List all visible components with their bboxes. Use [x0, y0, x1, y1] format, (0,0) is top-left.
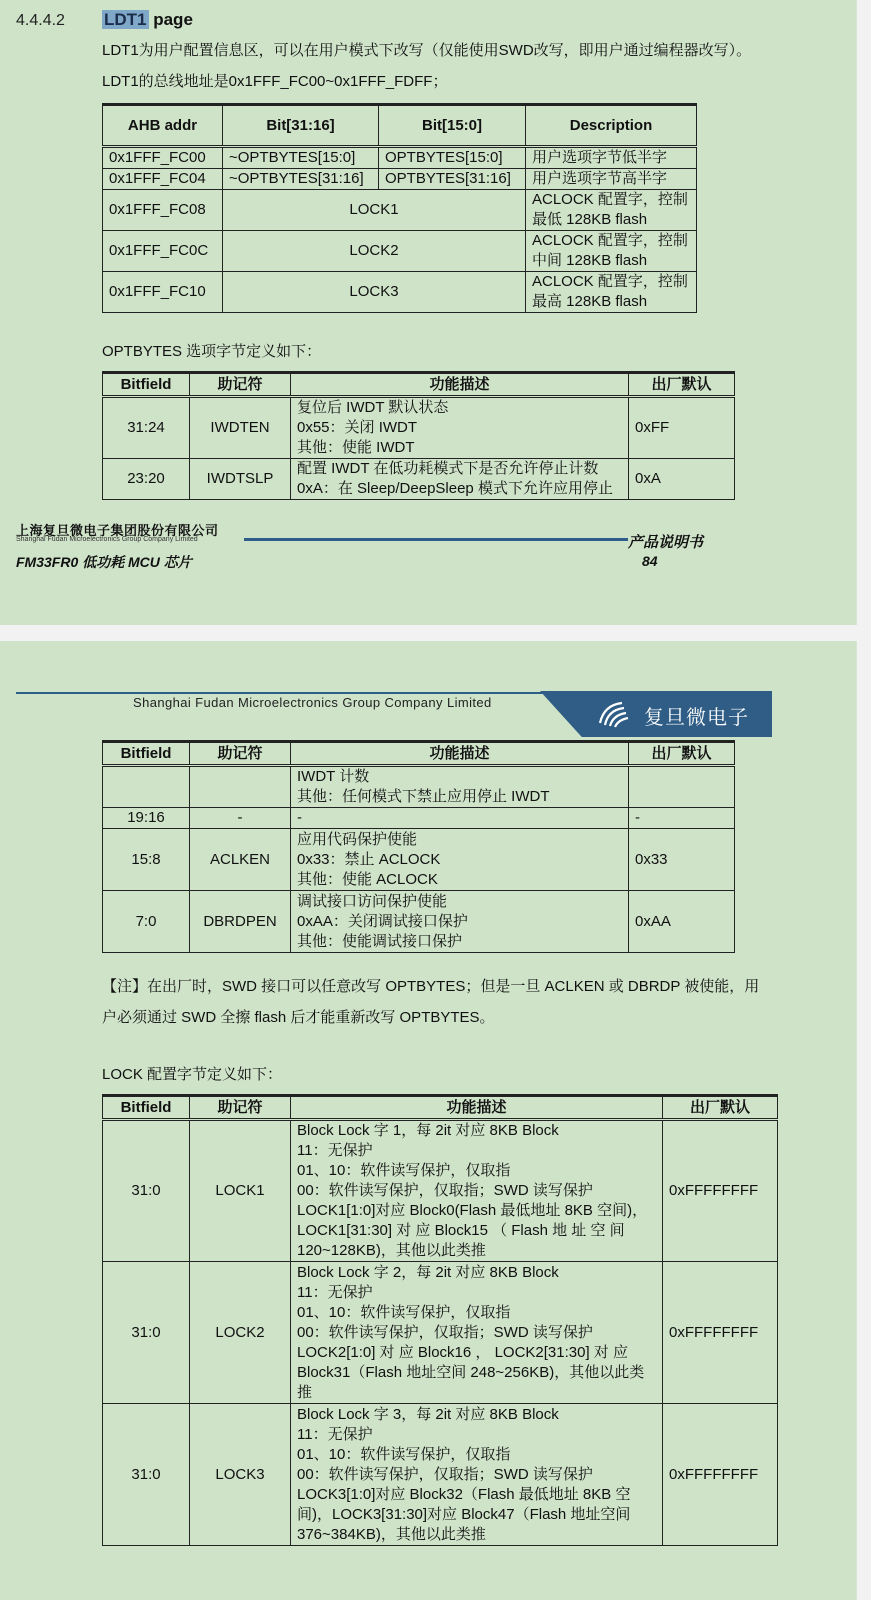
- cell-function: [291, 397, 629, 459]
- table-row: [103, 1404, 778, 1546]
- header-function: 功能描述: [291, 742, 629, 766]
- desc-line: 00：软件读写保护，仅取指；SWD 读写保护: [297, 1182, 593, 1199]
- cell-default: 0xFFFFFFFF: [663, 1262, 778, 1404]
- cell-addr: 0x1FFF_FC0C: [103, 231, 223, 272]
- desc-line: 11：无保护: [297, 1425, 373, 1443]
- desc-line: 中间 128KB flash: [532, 252, 648, 269]
- cell-function: -: [291, 808, 629, 829]
- optbytes-intro: OPTBYTES 选项字节定义如下：: [102, 343, 322, 360]
- cell-mnemonic: LOCK3: [190, 1404, 291, 1546]
- desc-line: LOCK1[31:30] 对 应 Block15 （ Flash 地 址 空 间: [297, 1222, 625, 1239]
- desc-line: 0xA：在 Sleep/DeepSleep 模式下允许应用停止: [297, 480, 613, 497]
- lock-intro: LOCK 配置字节定义如下：: [102, 1066, 283, 1083]
- cell-desc: [526, 190, 697, 231]
- header-bit-low: Bit[15:0]: [379, 105, 526, 147]
- cell-default: 0x33: [629, 829, 735, 891]
- cell-function: [291, 766, 629, 808]
- cell-bitfield: 31:0: [103, 1262, 190, 1404]
- table-row: [103, 147, 697, 169]
- cell-lock: LOCK3: [223, 272, 526, 313]
- desc-line: 0x55：关闭 IWDT: [297, 419, 418, 436]
- desc-line: IWDT 计数: [297, 768, 370, 785]
- header-mnemonic: 助记符: [190, 1096, 291, 1120]
- cell-mnemonic: DBRDPEN: [190, 891, 291, 953]
- cell-default: 0xAA: [629, 891, 735, 953]
- cell-function: [291, 1262, 663, 1404]
- cell-bitfield: 19:16: [103, 808, 190, 829]
- desc-line: 11：无保护: [297, 1142, 373, 1159]
- table-row: [103, 231, 697, 272]
- desc-line: ACLOCK 配置字，控制: [532, 273, 688, 290]
- desc-line: Block Lock 字 3，每 2it 对应 8KB Block: [297, 1405, 559, 1423]
- cell-bitfield: [103, 766, 190, 808]
- cell-lo: OPTBYTES[15:0]: [379, 147, 526, 169]
- section-title: [102, 10, 193, 30]
- document-page-84: [0, 0, 857, 625]
- desc-line: Block31（Flash 地址空间 248~256KB)，其他以此类: [297, 1363, 645, 1381]
- cell-bitfield: 23:20: [103, 459, 190, 500]
- desc-line: 11：无保护: [297, 1283, 373, 1301]
- desc-line: 最高 128KB flash: [532, 293, 648, 310]
- table-row: [103, 808, 735, 829]
- fudan-logo-icon: [596, 699, 632, 729]
- desc-line: 复位后 IWDT 默认状态: [297, 399, 449, 416]
- table-row: [103, 1120, 778, 1262]
- header-default: 出厂默认: [663, 1096, 778, 1120]
- cell-lo: OPTBYTES[31:16]: [379, 169, 526, 190]
- cell-function: [291, 829, 629, 891]
- header-mnemonic: 助记符: [190, 373, 291, 397]
- desc-line: 应用代码保护使能: [297, 830, 418, 848]
- desc-line: 其他：使能调试接口保护: [297, 932, 463, 950]
- desc-line: 最低 128KB flash: [532, 211, 648, 228]
- header-bitfield: Bitfield: [103, 1096, 190, 1120]
- desc-line: Block Lock 字 1，每 2it 对应 8KB Block: [297, 1122, 559, 1139]
- cell-default: -: [629, 808, 735, 829]
- desc-line: LOCK2[1:0] 对 应 Block16 ， LOCK2[31:30] 对 应: [297, 1343, 628, 1361]
- footer-company-en: Shanghai Fudan Microelectronics Group Company Limited: [16, 536, 198, 543]
- table-row: [103, 891, 735, 953]
- document-page-85: [0, 641, 857, 1600]
- header-function: 功能描述: [291, 373, 629, 397]
- cell-function: [291, 891, 629, 953]
- cell-addr: 0x1FFF_FC04: [103, 169, 223, 190]
- cell-desc: 用户选项字节低半字: [526, 147, 697, 169]
- header-description: Description: [526, 105, 697, 147]
- header-logo-text: 复旦微电子: [644, 707, 749, 729]
- lock-table: [102, 1094, 778, 1546]
- desc-line: 00：软件读写保护，仅取指；SWD 读写保护: [297, 1465, 593, 1483]
- desc-line: 01、10：软件读写保护，仅取指: [297, 1162, 511, 1179]
- header-divider: [16, 692, 546, 694]
- table-row: [103, 190, 697, 231]
- header-default: 出厂默认: [629, 373, 735, 397]
- desc-line: 推: [297, 1383, 313, 1401]
- table-row: [103, 1262, 778, 1404]
- footer-page-number: 84: [642, 553, 658, 569]
- cell-hi: ~OPTBYTES[15:0]: [223, 147, 379, 169]
- desc-line: Block Lock 字 2，每 2it 对应 8KB Block: [297, 1263, 559, 1281]
- desc-line: 0x33：禁止 ACLOCK: [297, 850, 441, 868]
- header-ahb-addr: AHB addr: [103, 105, 223, 147]
- header-mnemonic: 助记符: [190, 742, 291, 766]
- header-function: 功能描述: [291, 1096, 663, 1120]
- optbytes-table: [102, 371, 735, 500]
- cell-addr: 0x1FFF_FC08: [103, 190, 223, 231]
- desc-line: 调试接口访问保护使能: [297, 892, 448, 910]
- table-row: [103, 397, 735, 459]
- cell-mnemonic: IWDTSLP: [190, 459, 291, 500]
- ldt1-address-range: LDT1的总线地址是0x1FFF_FC00~0x1FFF_FDFF；: [102, 73, 448, 90]
- desc-line: 间)，LOCK3[31:30]对应 Block47（Flash 地址空间: [297, 1505, 631, 1523]
- desc-line: 配置 IWDT 在低功耗模式下是否允许停止计数: [297, 460, 599, 477]
- cell-mnemonic: ACLKEN: [190, 829, 291, 891]
- ldt1-description: LDT1为用户配置信息区，可以在用户模式下改写（仅能使用SWD改写，即用户通过编程器改写）。: [102, 42, 752, 59]
- desc-line: 376~384KB)，其他以此类推: [297, 1525, 486, 1543]
- cell-mnemonic: IWDTEN: [190, 397, 291, 459]
- section-title-rest: page: [148, 10, 193, 29]
- cell-bitfield: 31:0: [103, 1404, 190, 1546]
- cell-addr: 0x1FFF_FC10: [103, 272, 223, 313]
- section-title-highlight: LDT1: [104, 10, 147, 29]
- header-company-en: Shanghai Fudan Microelectronics Group Company Limited: [133, 695, 492, 710]
- cell-desc: [526, 231, 697, 272]
- cell-default: 0xA: [629, 459, 735, 500]
- cell-hi: ~OPTBYTES[31:16]: [223, 169, 379, 190]
- table-row: [103, 169, 697, 190]
- cell-function: [291, 1404, 663, 1546]
- desc-line: 其他：使能 ACLOCK: [297, 870, 438, 888]
- header-bitfield: Bitfield: [103, 373, 190, 397]
- header-bitfield: Bitfield: [103, 742, 190, 766]
- desc-line: LOCK1[1:0]对应 Block0(Flash 最低地址 8KB 空间)，: [297, 1202, 648, 1219]
- cell-default: 0xFFFFFFFF: [663, 1120, 778, 1262]
- cell-default: [629, 766, 735, 808]
- footer-divider: [244, 538, 628, 541]
- cell-bitfield: 7:0: [103, 891, 190, 953]
- cell-mnemonic: LOCK1: [190, 1120, 291, 1262]
- header-bit-high: Bit[31:16]: [223, 105, 379, 147]
- cell-lock: LOCK1: [223, 190, 526, 231]
- footer-company-cn: 上海复旦微电子集团股份有限公司: [16, 523, 219, 538]
- cell-bitfield: 31:0: [103, 1120, 190, 1262]
- ldt1-address-table: [102, 103, 697, 313]
- table-row: [103, 829, 735, 891]
- table-row: [103, 272, 697, 313]
- cell-mnemonic: -: [190, 808, 291, 829]
- cell-desc: 用户选项字节高半字: [526, 169, 697, 190]
- cell-function: [291, 459, 629, 500]
- desc-line: 01、10：软件读写保护，仅取指: [297, 1445, 511, 1463]
- footer-chip-name: FM33FR0 低功耗 MCU 芯片: [16, 554, 192, 570]
- cell-bitfield: 15:8: [103, 829, 190, 891]
- table-row: [103, 459, 735, 500]
- desc-line: ACLOCK 配置字，控制: [532, 232, 688, 249]
- section-number: 4.4.4.2: [16, 12, 65, 29]
- note-line-2: 户必须通过 SWD 全擦 flash 后才能重新改写 OPTBYTES。: [102, 1009, 495, 1026]
- desc-line: 0xAA：关闭调试接口保护: [297, 912, 468, 930]
- cell-default: 0xFF: [629, 397, 735, 459]
- cell-default: 0xFFFFFFFF: [663, 1404, 778, 1546]
- cell-mnemonic: [190, 766, 291, 808]
- desc-line: LOCK3[1:0]对应 Block32（Flash 最低地址 8KB 空: [297, 1485, 631, 1503]
- footer-manual-label: 产品说明书: [628, 534, 704, 551]
- cell-mnemonic: LOCK2: [190, 1262, 291, 1404]
- desc-line: 00：软件读写保护，仅取指；SWD 读写保护: [297, 1323, 593, 1341]
- desc-line: 01、10：软件读写保护，仅取指: [297, 1303, 511, 1321]
- note-line-1: 【注】在出厂时，SWD 接口可以任意改写 OPTBYTES；但是一旦 ACLKEN 或 DBRDP 被使能，用: [102, 978, 760, 995]
- table-row: [103, 766, 735, 808]
- desc-line: 其他：任何模式下禁止应用停止 IWDT: [297, 788, 550, 805]
- cell-desc: [526, 272, 697, 313]
- header-default: 出厂默认: [629, 742, 735, 766]
- desc-line: ACLOCK 配置字，控制: [532, 191, 688, 208]
- cell-function: [291, 1120, 663, 1262]
- cell-addr: 0x1FFF_FC00: [103, 147, 223, 169]
- desc-line: 120~128KB)，其他以此类推: [297, 1242, 486, 1259]
- desc-line: 其他：使能 IWDT: [297, 439, 415, 456]
- cell-lock: LOCK2: [223, 231, 526, 272]
- optbytes-table-continued: [102, 740, 735, 953]
- cell-bitfield: 31:24: [103, 397, 190, 459]
